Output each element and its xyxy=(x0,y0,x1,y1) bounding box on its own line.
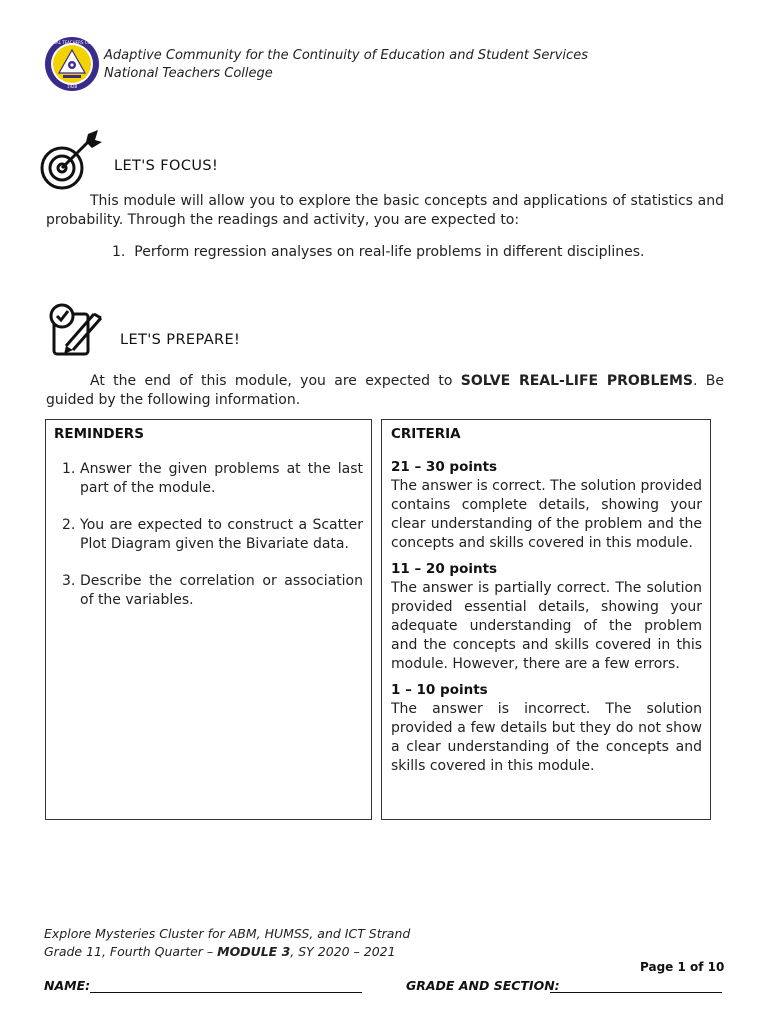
grade-section-field[interactable] xyxy=(550,992,722,993)
criteria-points: 11 – 20 points xyxy=(391,561,498,577)
footer-line-1: Explore Mysteries Cluster for ABM, HUMSS, and ICT Strand xyxy=(44,926,411,941)
reminders-heading: REMINDERS xyxy=(54,426,144,442)
footer-module: MODULE 3 xyxy=(217,944,291,959)
footer-school-year: , SY 2020 – 2021 xyxy=(290,944,396,959)
list-item xyxy=(54,516,363,554)
criteria-item xyxy=(391,561,702,674)
seal-text: NATIONAL TEACHERS COLLEGE xyxy=(40,40,104,45)
footer-grade: Grade 11, Fourth Quarter – xyxy=(44,944,218,959)
reminder-number: 2. xyxy=(62,517,76,533)
criteria-description: The answer is incorrect. The solution provided a few details but they do not show a clear understanding of the concepts and skills covered in this module. xyxy=(391,701,702,774)
prepare-intro xyxy=(46,372,724,410)
criteria-heading: CRITERIA xyxy=(391,426,461,442)
grade-section-label: GRADE AND SECTION: xyxy=(406,978,560,993)
header-line-2: National Teachers College xyxy=(104,66,273,81)
lets-prepare-title: LET'S PREPARE! xyxy=(120,332,241,348)
prepare-intro-start: At the end of this module, you are expected to xyxy=(90,373,461,389)
list-item xyxy=(54,572,363,610)
focus-intro-text: This module will allow you to explore the basic concepts and applications of statistics and probability. Through the readings and activity, you are expected to: xyxy=(46,193,724,228)
reminder-text: You are expected to construct a Scatter Plot Diagram given the Bivariate data. xyxy=(80,517,363,552)
footer-line-2 xyxy=(44,944,396,959)
focus-intro xyxy=(46,192,724,230)
list-item xyxy=(54,460,363,498)
criteria-points: 1 – 10 points xyxy=(391,682,488,698)
checklist-pencil-icon xyxy=(44,300,106,362)
target-icon xyxy=(38,128,100,190)
lets-focus-title: LET'S FOCUS! xyxy=(114,158,219,174)
prepare-intro-end: . Be guided by the following information. xyxy=(46,373,724,408)
prepare-intro-emphasis: SOLVE REAL-LIFE PROBLEMS xyxy=(460,373,693,389)
header-line-1: Adaptive Community for the Continuity of Education and Student Services xyxy=(104,48,588,63)
reminder-text: Describe the correlation or association of the variables. xyxy=(80,573,363,608)
criteria-item xyxy=(391,459,702,553)
criteria-points: 21 – 30 points xyxy=(391,459,498,475)
name-label: NAME: xyxy=(44,978,91,993)
name-field[interactable] xyxy=(90,992,362,993)
reminder-number: 1. xyxy=(62,461,76,477)
objective-item xyxy=(112,244,645,260)
reminder-number: 3. xyxy=(62,573,76,589)
objective-text: Perform regression analyses on real-life problems in different disciplines. xyxy=(134,244,645,260)
criteria-item xyxy=(391,682,702,776)
college-seal-logo xyxy=(40,36,104,92)
objective-number: 1. xyxy=(112,244,126,260)
reminders-box xyxy=(45,419,372,820)
criteria-description: The answer is correct. The solution provided contains complete details, showing your clear understanding of the problem and the concepts and skills covered in this module. xyxy=(391,478,702,551)
page-number: Page 1 of 10 xyxy=(640,960,725,974)
reminder-text: Answer the given problems at the last part of the module. xyxy=(80,461,363,496)
criteria-description: The answer is partially correct. The solution provided essential details, showing your adequate understanding of the problem and the concepts and skills covered in this module. However, there are a few errors. xyxy=(391,580,702,672)
reminders-list xyxy=(54,460,363,610)
criteria-box xyxy=(381,419,711,820)
seal-year: 1928 xyxy=(66,84,78,89)
